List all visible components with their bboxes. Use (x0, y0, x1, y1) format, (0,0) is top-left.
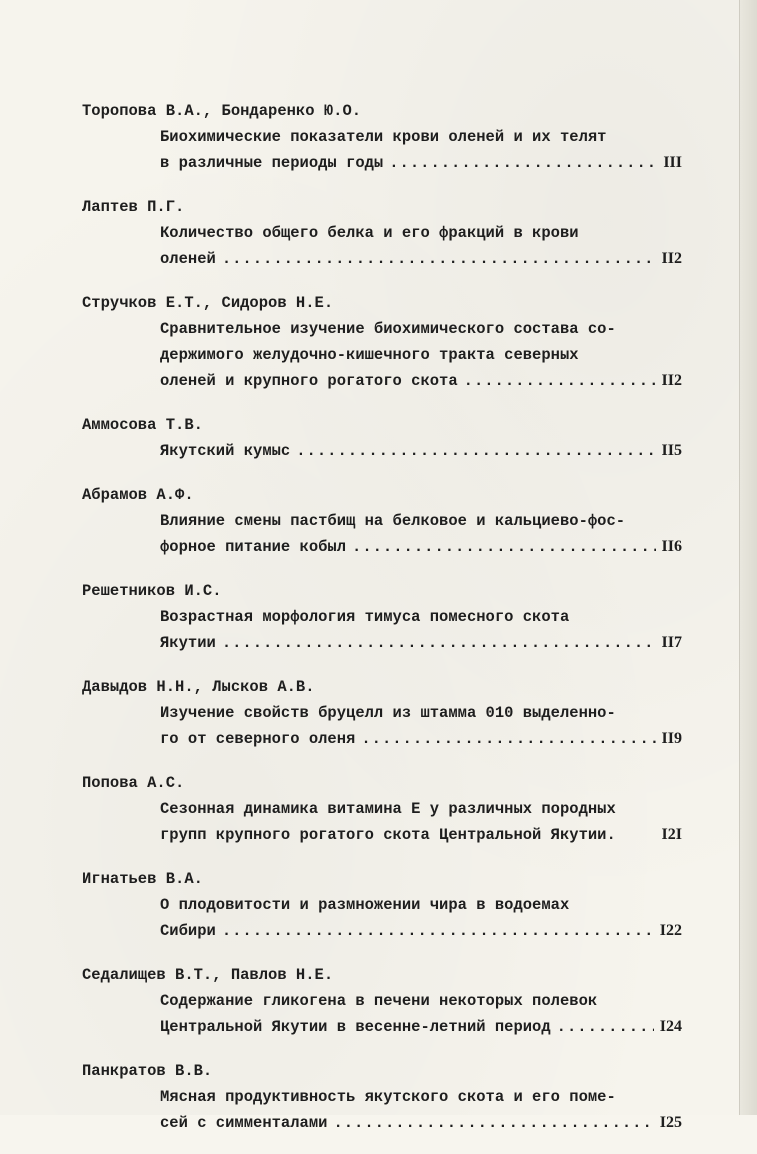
toc-title-end: оленей (160, 250, 216, 268)
toc-final-line (82, 726, 682, 752)
toc-author: Стручков Е.Т., Сидоров Н.Е. (82, 294, 334, 312)
page-number: II2 (661, 250, 682, 267)
dot-leader (557, 1014, 654, 1040)
toc-entry (82, 482, 682, 560)
toc-entry (82, 98, 682, 176)
toc-final-line (82, 246, 682, 272)
dot-leader (222, 918, 654, 944)
toc-title-line: Количество общего белка и его фракций в крови (160, 224, 579, 242)
toc-entry (82, 962, 682, 1040)
page-number: I22 (659, 922, 682, 939)
dot-leader (464, 368, 656, 394)
dot-leader (389, 150, 657, 176)
toc-final-line (82, 822, 682, 848)
toc-final-line (82, 1014, 682, 1040)
toc-entry (82, 412, 682, 464)
toc-final-line (82, 150, 682, 176)
toc-title-end: сей с симменталами (160, 1114, 328, 1132)
toc-final-line (82, 438, 682, 464)
page-number: I2I (661, 826, 682, 843)
toc-author: Абрамов А.Ф. (82, 486, 194, 504)
page-number: III (663, 154, 682, 171)
toc-title-line: Содержание гликогена в печени некоторых полевок (160, 992, 598, 1010)
toc-entry (82, 578, 682, 656)
toc-title-end: оленей и крупного рогатого скота (160, 372, 458, 390)
toc-entry (82, 770, 682, 848)
toc-title-line: держимого желудочно-кишечного тракта северных (160, 346, 579, 364)
toc-title-line: Мясная продуктивность якутского скота и его поме- (160, 1088, 616, 1106)
toc-entry (82, 194, 682, 272)
toc-title-end: Якутский кумыс (160, 442, 291, 460)
toc-author: Давыдов Н.Н., Лысков А.В. (82, 678, 315, 696)
dot-leader (222, 630, 656, 656)
toc-author: Лаптев П.Г. (82, 198, 185, 216)
toc-author: Игнатьев В.А. (82, 870, 203, 888)
toc-title-end: Якутии (160, 634, 216, 652)
toc-title-end: Сибири (160, 922, 216, 940)
page-number: II2 (661, 372, 682, 389)
toc-title-line: Биохимические показатели крови оленей и их телят (160, 128, 607, 146)
page-number: II5 (661, 442, 682, 459)
toc-title-line: Влияние смены пастбищ на белковое и кальциево-фос- (160, 512, 626, 530)
dot-leader (333, 1110, 653, 1136)
toc-title-end: групп крупного рогатого скота Центральной Якутии. (160, 826, 616, 844)
page-number: II9 (661, 730, 682, 747)
toc-final-line (82, 534, 682, 560)
toc-title-end: форное питание кобыл (160, 538, 347, 556)
toc-title-line: Сравнительное изучение биохимического состава со- (160, 320, 616, 338)
toc-author: Седалищев В.Т., Павлов Н.Е. (82, 966, 334, 984)
toc-final-line (82, 368, 682, 394)
page-edge (739, 0, 757, 1115)
toc-author: Торопова В.А., Бондаренко Ю.О. (82, 102, 362, 120)
toc-title-line: Возрастная морфология тимуса помесного скота (160, 608, 570, 626)
toc-title-end: го от северного оленя (160, 730, 356, 748)
page-number: II6 (661, 538, 682, 555)
page-number: I25 (659, 1114, 682, 1131)
toc-entry (82, 290, 682, 394)
toc-final-line (82, 1110, 682, 1136)
toc-title-line: Сезонная динамика витамина Е у различных породных (160, 800, 616, 818)
dot-leader (352, 534, 656, 560)
dot-leader (361, 726, 655, 752)
toc-author: Аммосова Т.В. (82, 416, 203, 434)
toc-final-line (82, 630, 682, 656)
dot-leader (296, 438, 655, 464)
toc-author: Панкратов В.В. (82, 1062, 213, 1080)
toc-title-end: Центральной Якутии в весенне-летний период (160, 1018, 551, 1036)
dot-leader (222, 246, 656, 272)
page-number: I24 (659, 1018, 682, 1035)
toc-author: Решетников И.С. (82, 582, 222, 600)
table-of-contents (82, 98, 682, 1154)
toc-final-line (82, 918, 682, 944)
toc-entry (82, 866, 682, 944)
toc-title-line: О плодовитости и размножении чира в водоемах (160, 896, 570, 914)
toc-author: Попова А.С. (82, 774, 185, 792)
toc-title-line: Изучение свойств бруцелл из штамма 010 выделенно- (160, 704, 616, 722)
toc-entry (82, 674, 682, 752)
toc-entry (82, 1058, 682, 1136)
toc-title-end: в различные периоды годы (160, 154, 384, 172)
page-number: II7 (661, 634, 682, 651)
